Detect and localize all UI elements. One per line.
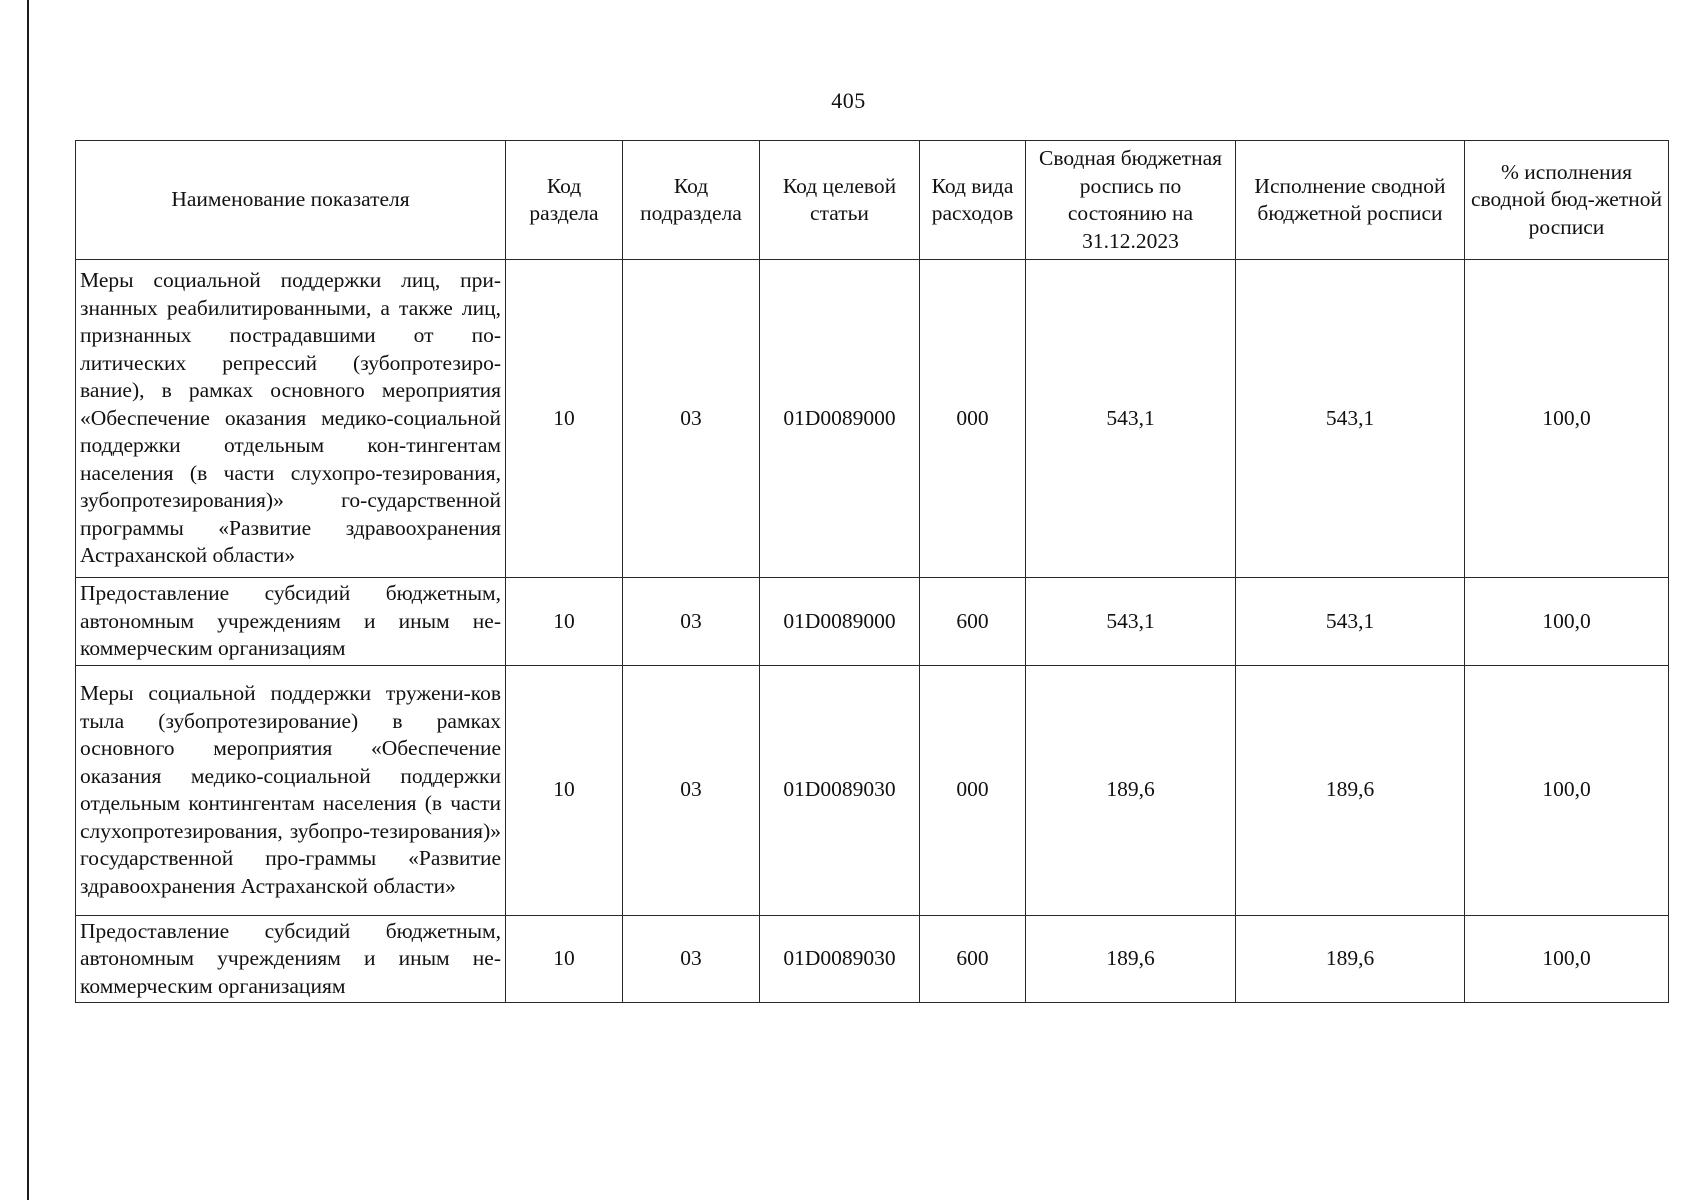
subsection-code-cell: 03 xyxy=(623,578,760,666)
header-indicator-name: Наименование показателя xyxy=(76,141,506,260)
planned-value-cell: 543,1 xyxy=(1026,578,1236,666)
percent-value-cell: 100,0 xyxy=(1465,665,1669,915)
header-section-code: Код раздела xyxy=(506,141,623,260)
expense-type-cell: 600 xyxy=(920,915,1026,1003)
target-code-cell: 01D0089000 xyxy=(760,578,920,666)
table-row xyxy=(76,915,1669,1003)
header-target-code: Код целевой статьи xyxy=(760,141,920,260)
indicator-name-cell: Предоставление субсидий бюджетным, автономным учреждениям и иным не-коммерческим организациям xyxy=(76,578,506,666)
percent-value-cell: 100,0 xyxy=(1465,915,1669,1003)
section-code-cell: 10 xyxy=(506,665,623,915)
executed-value-cell: 189,6 xyxy=(1236,915,1465,1003)
header-planned-budget: Сводная бюджетная роспись по состоянию на 31.12.2023 xyxy=(1026,141,1236,260)
binding-margin-line xyxy=(27,0,29,1200)
percent-value-cell: 100,0 xyxy=(1465,260,1669,578)
table-row xyxy=(76,665,1669,915)
section-code-cell: 10 xyxy=(506,915,623,1003)
indicator-name-cell: Меры социальной поддержки лиц, при-знанных реабилитированными, а также лиц, признанных пострадавшими от по-литических репрессий (зубопротезиро-вание), в рамках основного мероприятия «Обеспечение оказания медико-социальной поддержки отдельным кон-тингентам населения (в части слухопро-тезирования, зубопротезирования)» го-сударственной программы «Развитие здравоохранения Астраханской области» xyxy=(76,260,506,578)
executed-value-cell: 189,6 xyxy=(1236,665,1465,915)
indicator-name-cell: Меры социальной поддержки тружени-ков тыла (зубопротезирование) в рамках основного мероприятия «Обеспечение оказания медико-социальной поддержки отдельным контингентам населения (в части слухопротезирования, зубопро-тезирования)» государственной про-граммы «Развитие здравоохранения Астраханской области» xyxy=(76,665,506,915)
header-execution-percent: % исполнения сводной бюд-жетной росписи xyxy=(1465,141,1669,260)
table-header-row xyxy=(76,141,1669,260)
section-code-cell: 10 xyxy=(506,578,623,666)
subsection-code-cell: 03 xyxy=(623,665,760,915)
header-expense-type-code: Код вида расходов xyxy=(920,141,1026,260)
table-row xyxy=(76,578,1669,666)
expense-type-cell: 000 xyxy=(920,665,1026,915)
percent-value-cell: 100,0 xyxy=(1465,578,1669,666)
table-row xyxy=(76,260,1669,578)
target-code-cell: 01D0089030 xyxy=(760,665,920,915)
header-budget-execution: Исполнение сводной бюджетной росписи xyxy=(1236,141,1465,260)
section-code-cell: 10 xyxy=(506,260,623,578)
indicator-name-cell: Предоставление субсидий бюджетным, автономным учреждениям и иным не-коммерческим организациям xyxy=(76,915,506,1003)
executed-value-cell: 543,1 xyxy=(1236,578,1465,666)
page-number: 405 xyxy=(831,88,866,113)
planned-value-cell: 189,6 xyxy=(1026,665,1236,915)
header-subsection-code: Код подраздела xyxy=(623,141,760,260)
expense-type-cell: 600 xyxy=(920,578,1026,666)
budget-execution-table xyxy=(75,140,1669,1003)
planned-value-cell: 543,1 xyxy=(1026,260,1236,578)
subsection-code-cell: 03 xyxy=(623,260,760,578)
planned-value-cell: 189,6 xyxy=(1026,915,1236,1003)
executed-value-cell: 543,1 xyxy=(1236,260,1465,578)
target-code-cell: 01D0089000 xyxy=(760,260,920,578)
target-code-cell: 01D0089030 xyxy=(760,915,920,1003)
subsection-code-cell: 03 xyxy=(623,915,760,1003)
expense-type-cell: 000 xyxy=(920,260,1026,578)
